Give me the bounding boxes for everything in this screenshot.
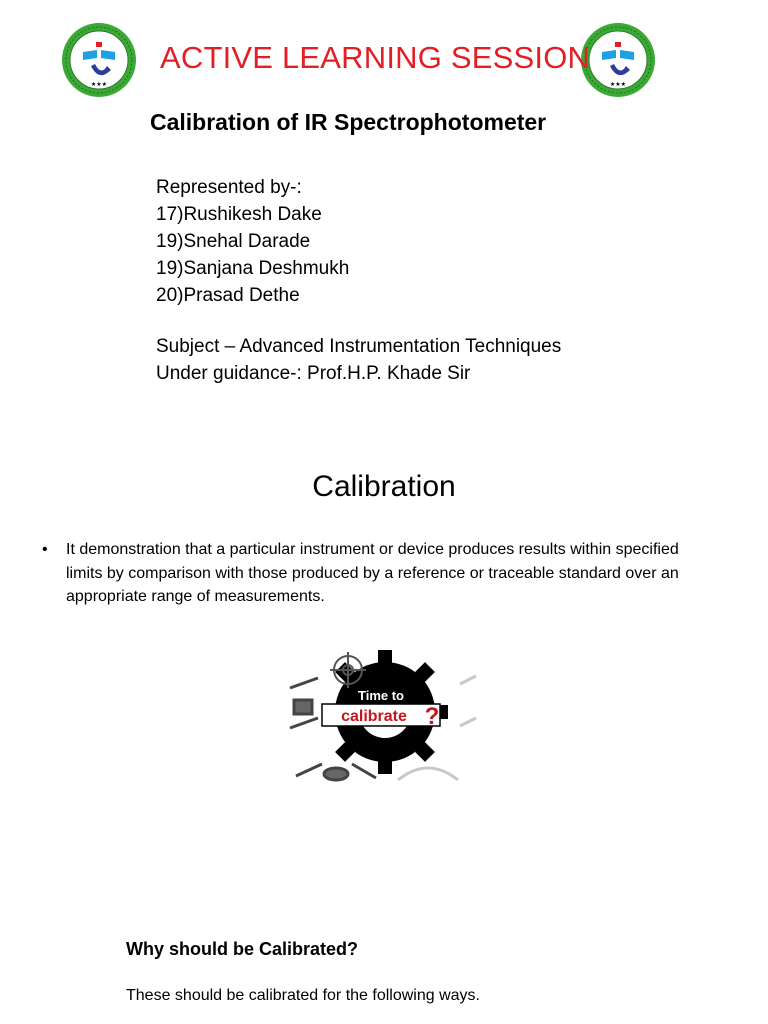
details-block: [156, 333, 561, 387]
college-seal-icon: [580, 22, 656, 98]
why-heading: Why should be Calibrated?: [126, 939, 359, 959]
why-text: These should be calibrated for the following ways.: [126, 987, 480, 1004]
presenter-item: 19)Snehal Darade: [156, 231, 311, 252]
graphic-question-mark: ?: [424, 703, 440, 730]
presenter-item: 20)Prasad Dethe: [156, 285, 300, 306]
calibration-heading: Calibration: [312, 470, 456, 503]
college-seal-icon: [61, 22, 137, 98]
svg-text:★★★: ★★★: [90, 81, 108, 88]
time-to-calibrate-graphic: [288, 648, 478, 784]
bullet-dot-icon: •: [42, 541, 48, 558]
guidance-line: Under guidance-: Prof.H.P. Khade Sir: [156, 363, 471, 384]
subject-line: Subject – Advanced Instrumentation Techniques: [156, 336, 562, 357]
topic-title: Calibration of IR Spectrophotometer: [150, 109, 547, 135]
presenter-item: 19)Sanjana Deshmukh: [156, 258, 350, 279]
session-title: ACTIVE LEARNING SESSION: [160, 40, 591, 75]
calibration-bullet: [42, 538, 702, 609]
calibration-definition: It demonstration that a particular instrument or device produces results within specified limits by comparison with those produced by a reference or traceable standard over an appropriate range of measurements.: [66, 541, 679, 605]
presenters-heading: Represented by-:: [156, 177, 302, 198]
presenter-item: 17)Rushikesh Dake: [156, 204, 322, 225]
presenters-block: [156, 174, 349, 309]
graphic-line2: calibrate: [341, 708, 407, 725]
svg-text:★★★: ★★★: [609, 81, 627, 88]
graphic-line1: Time to: [358, 688, 404, 703]
